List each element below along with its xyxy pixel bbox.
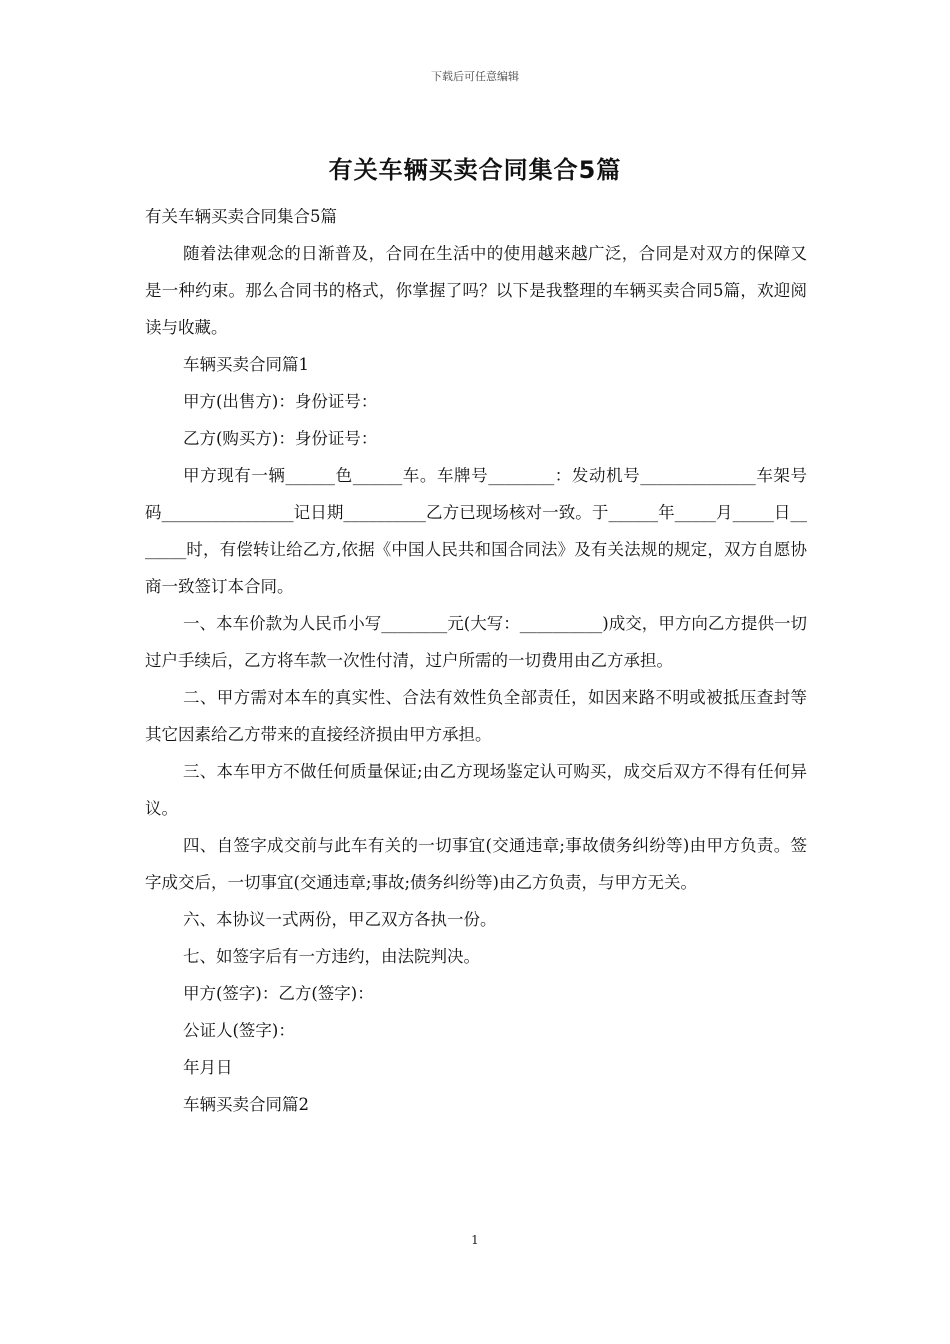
paragraph: 车辆买卖合同篇1 [183,355,309,374]
paragraph: 甲方(出售方)：身份证号： [183,392,378,411]
paragraph: 甲方现有一辆______色______车。车牌号________：发动机号______________车架号码________________记日期__________乙方已现场核对一致。于______年_____月_____日_______时，有偿转让给乙方,依据《中国人民共和国合同法》及有关法规的规定，双方自愿协商一致签订本合同。 [145,466,807,596]
paragraph: 随着法律观念的日渐普及，合同在生活中的使用越来越广泛，合同是对双方的保障又是一种约束。那么合同书的格式，你掌握了吗？以下是我整理的车辆买卖合同5篇，欢迎阅读与收藏。 [145,244,807,337]
paragraph: 七、如签字后有一方违约，由法院判决。 [183,947,480,966]
paragraph: 一、本车价款为人民币小写________元(大写：__________)成交，甲方向乙方提供一切过户手续后，乙方将车款一次性付清，过户所需的一切费用由乙方承担。 [145,614,807,670]
paragraph: 公证人(签字)： [183,1021,295,1040]
paragraph: 三、本车甲方不做任何质量保证;由乙方现场鉴定认可购买，成交后双方不得有任何异议。 [145,762,807,818]
document-body [145,198,807,1123]
paragraph: 车辆买卖合同篇2 [183,1095,309,1114]
paragraph: 六、本协议一式两份，甲乙双方各执一份。 [183,910,497,929]
paragraph: 有关车辆买卖合同集合5篇 [145,207,337,226]
paragraph: 年月日 [183,1058,233,1077]
header-note: 下载后可任意编辑 [431,70,519,83]
page-number: 1 [471,1233,479,1247]
paragraph: 乙方(购买方)：身份证号： [183,429,378,448]
paragraph: 二、甲方需对本车的真实性、合法有效性负全部责任，如因来路不明或被抵压查封等其它因素给乙方带来的直接经济损由甲方承担。 [145,688,807,744]
paragraph: 四、自签字成交前与此车有关的一切事宜(交通违章;事故债务纠纷等)由甲方负责。签字成交后，一切事宜(交通违章;事故;债务纠纷等)由乙方负责，与甲方无关。 [145,836,807,892]
document-title: 有关车辆买卖合同集合5篇 [328,156,622,184]
paragraph: 甲方(签字)：乙方(签字)： [183,984,374,1003]
